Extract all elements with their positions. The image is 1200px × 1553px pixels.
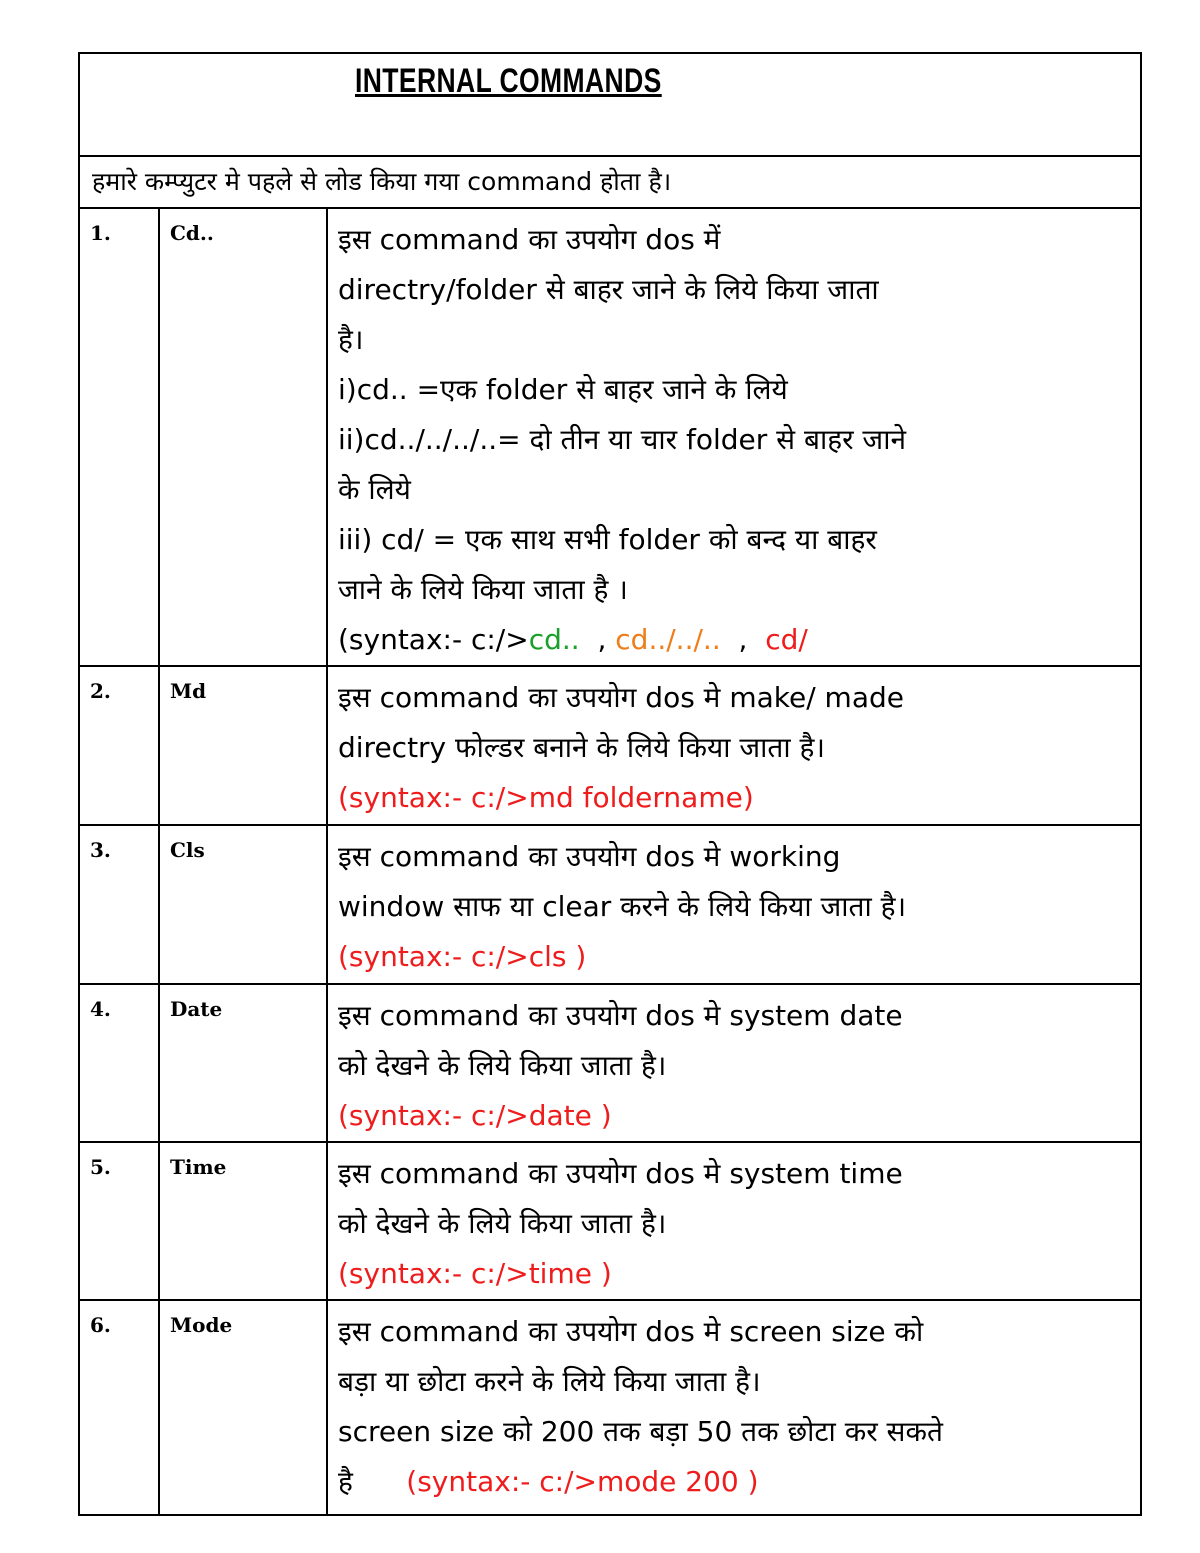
description-line: जाने के लिये किया जाता है । <box>338 573 628 606</box>
description-line: directry फोल्डर बनाने के लिये किया जाता है। <box>338 731 825 764</box>
description-line: इस command का उपयोग dos मे system date <box>338 999 903 1032</box>
last-line-prefix: है <box>338 1465 407 1498</box>
command-description <box>327 1142 1141 1300</box>
syntax-line: (syntax:- c:/>time ) <box>338 1257 612 1290</box>
table-row <box>79 1300 1141 1515</box>
table-row <box>79 825 1141 984</box>
row-number: 4. <box>79 984 159 1142</box>
description-line: directry/folder से बाहर जाने के लिये किया जाता <box>338 273 879 306</box>
row-number: 5. <box>79 1142 159 1300</box>
row-number: 3. <box>79 825 159 984</box>
description-line: ii)cd../../../..= दो तीन या चार folder से बाहर जाने <box>338 423 907 456</box>
row-number: 1. <box>79 208 159 666</box>
description-line: window साफ या clear करने के लिये किया जाता है। <box>338 890 907 923</box>
intro-cell <box>79 156 1141 208</box>
syntax-line: (syntax:- c:/>date ) <box>338 1099 612 1132</box>
syntax-line <box>338 1457 1130 1507</box>
command-name: Time <box>159 1142 327 1300</box>
row-number: 2. <box>79 666 159 825</box>
description-line: इस command का उपयोग dos मे screen size को <box>338 1315 924 1348</box>
description-line: के लिये <box>338 473 411 506</box>
command-name: Cd.. <box>159 208 327 666</box>
table-row <box>79 984 1141 1142</box>
description-line: इस command का उपयोग dos मे make/ made <box>338 681 904 714</box>
description-line: इस command का उपयोग dos में <box>338 223 721 256</box>
command-name: Cls <box>159 825 327 984</box>
table-row <box>79 666 1141 825</box>
description-line: iii) cd/ = एक साथ सभी folder को बन्द या बाहर <box>338 523 877 556</box>
intro-text: हमारे कम्प्युटर मे पहले से लोड किया गया command होता है। <box>92 167 672 196</box>
syntax-separator: , <box>720 623 766 656</box>
command-description <box>327 984 1141 1142</box>
page-title: INTERNAL COMMANDS <box>355 62 662 100</box>
command-name: Date <box>159 984 327 1142</box>
description-line: इस command का उपयोग dos मे system time <box>338 1157 903 1190</box>
description-line: को देखने के लिये किया जाता है। <box>338 1207 667 1240</box>
description-line: screen size को 200 तक बड़ा 50 तक छोटा कर सकते <box>338 1415 943 1448</box>
description-line: को देखने के लिये किया जाता है। <box>338 1049 667 1082</box>
command-description <box>327 1300 1141 1515</box>
syntax-prefix: (syntax:- c:/> <box>338 623 529 656</box>
description-line: बड़ा या छोटा करने के लिये किया जाता है। <box>338 1365 761 1398</box>
title-cell <box>79 53 1141 156</box>
syntax-separator: , <box>579 623 616 656</box>
syntax-cd-root: cd/ <box>765 623 808 656</box>
commands-table <box>78 52 1142 1516</box>
command-description <box>327 825 1141 984</box>
command-name: Mode <box>159 1300 327 1515</box>
command-name: Md <box>159 666 327 825</box>
description-line: i)cd.. =एक folder से बाहर जाने के लिये <box>338 373 788 406</box>
syntax-line <box>338 615 1130 665</box>
syntax-text: (syntax:- c:/>mode 200 ) <box>406 1465 759 1498</box>
syntax-line: (syntax:- c:/>cls ) <box>338 940 587 973</box>
command-description <box>327 208 1141 666</box>
table-row <box>79 208 1141 666</box>
syntax-cd-multi: cd../../.. <box>615 623 721 656</box>
table-row <box>79 1142 1141 1300</box>
row-number: 6. <box>79 1300 159 1515</box>
syntax-cd-dotdot: cd.. <box>528 623 580 656</box>
syntax-line: (syntax:- c:/>md foldername) <box>338 781 754 814</box>
description-line: इस command का उपयोग dos मे working <box>338 840 841 873</box>
description-line: है। <box>338 323 364 356</box>
command-description <box>327 666 1141 825</box>
